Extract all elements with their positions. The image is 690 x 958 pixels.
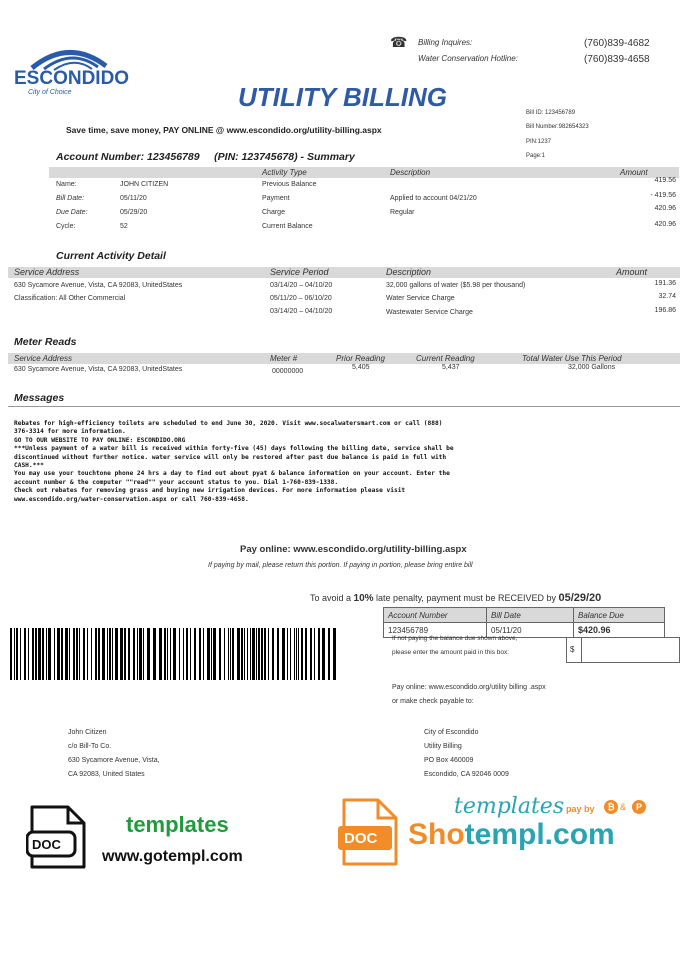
doc-file-icon-orange	[336, 798, 400, 866]
templates-label: templates	[126, 812, 229, 837]
customer-line: CA 92083, United States	[68, 771, 145, 778]
amp-icon: &	[620, 802, 627, 812]
activity-amount-2: 196.86	[654, 307, 676, 314]
messages-divider	[8, 406, 680, 407]
pay-col-billdate: Bill Date	[487, 608, 574, 623]
barcode	[10, 628, 336, 680]
field-billdate-value: 05/11/20	[120, 195, 147, 202]
summary-row-amount-1: - 419.56	[650, 192, 676, 199]
pay-account-value: 123456789	[384, 623, 487, 638]
bitcoin-icon: ₿	[604, 800, 618, 814]
summary-row-desc-2: Regular	[390, 209, 415, 216]
pin: PIN:1237	[526, 139, 552, 145]
message-line: Rebates for high-efficiency toilets are scheduled to end June 30, 2020. Visit www.socalwatersmart.com or call (888)	[14, 420, 443, 427]
meter-prior: 5,405	[352, 364, 370, 371]
meter-col-number: Meter #	[270, 354, 298, 363]
activity-desc-2: Wastewater Service Charge	[386, 309, 473, 316]
message-line: discontinued without further notice. water service will only be restored after past due balance is paid in full with	[14, 453, 447, 461]
penalty-prefix: To avoid a	[310, 593, 354, 603]
remit-line: Escondido, CA 92046 0009	[424, 771, 509, 778]
message-line: You may use your touchtone phone 24 hrs a day to find out about pyat & balance information on your account. Enter the	[14, 470, 450, 478]
meter-number: 00000000	[272, 368, 304, 375]
shotempl-logo	[408, 818, 615, 852]
templates-script: templates	[454, 794, 565, 819]
messages-body	[14, 420, 678, 504]
messages-heading: Messages	[14, 392, 65, 404]
summary-col-amount: Amount	[620, 168, 648, 177]
paypal-icon: P	[632, 800, 646, 814]
message-line: 376-3314 for more information.	[14, 428, 126, 436]
pay-col-account: Account Number	[384, 608, 487, 623]
summary-row-amount-0: 419.56	[654, 177, 676, 184]
meter-address: 630 Sycamore Avenue, Vista, CA 92083, UnitedStates	[14, 366, 183, 373]
message-line: account number & the computer ""read"" your account status to you. Dial 1-760-839-1338.	[14, 478, 339, 486]
activity-desc-1: Water Service Charge	[386, 295, 455, 302]
customer-line: c/o Bill-To Co.	[68, 743, 112, 750]
field-name-value: JOHN CITIZEN	[120, 181, 169, 188]
activity-period-1: 05/11/20 – 06/10/20	[270, 295, 332, 302]
penalty-date: 05/29/20	[558, 592, 602, 604]
current-activity-heading: Current Activity Detail	[56, 250, 166, 262]
penalty-line	[310, 592, 601, 604]
bill-id: Bill ID: 123456789	[526, 110, 576, 116]
pay-billdate-value: 05/11/20	[487, 623, 574, 638]
field-duedate-value: 05/29/20	[120, 209, 148, 216]
summary-row-amount-2: 420.96	[654, 205, 676, 212]
stub-check-payable: or make check payable to:	[392, 698, 474, 705]
remit-line: PO Box 460009	[424, 757, 474, 764]
stub-pay-online: Pay online: www.escondido.org/utility-billing.aspx	[240, 544, 467, 555]
summary-row-desc-1: Applied to account 04/21/20	[390, 195, 477, 202]
doc-label-orange: DOC	[344, 830, 378, 847]
activity-period-0: 03/14/20 – 04/10/20	[270, 282, 333, 289]
remit-address	[424, 726, 509, 782]
message-line: ***Unless payment of a water bill is received within forty-five (45) days following the billing date, service shall be	[14, 445, 454, 453]
shotempl-part-a: Sho	[408, 818, 465, 851]
meter-current: 5,437	[442, 364, 460, 371]
penalty-mid: late penalty, payment must be RECEIVED by	[373, 593, 559, 603]
escondido-logo	[14, 42, 129, 102]
not-paying-line-1: If not paying the balance due shown above,	[392, 635, 518, 642]
activity-amount-0: 191.36	[654, 280, 676, 287]
message-line: www.escondido.org/water-conservation.aspx or call 760-839-4658.	[14, 495, 249, 503]
activity-header-bar	[8, 267, 680, 278]
conservation-label: Water Conservation Hotline:	[418, 54, 518, 63]
summary-row-amount-3: 420.96	[654, 221, 676, 228]
field-cycle-label: Cycle:	[56, 223, 76, 230]
summary-heading: Account Number: 123456789 (PIN: 123745678) - Summary	[56, 151, 355, 163]
message-line: Check out rebates for removing grass and buying new irrigation devices. For more information please visit	[14, 487, 406, 495]
doc-label-black: DOC	[32, 837, 61, 852]
field-billdate-label: Bill Date:	[56, 195, 85, 202]
logo-subtext: City of Choice	[28, 89, 72, 96]
meter-total: 32,000 Gallons	[568, 364, 616, 371]
meter-heading: Meter Reads	[14, 336, 77, 348]
activity-period-2: 03/14/20 – 04/10/20	[270, 308, 333, 315]
meter-col-address: Service Address	[14, 354, 72, 363]
penalty-percent: 10%	[353, 593, 374, 604]
activity-desc-0: 32,000 gallons of water ($5.98 per thousand)	[386, 282, 526, 289]
stub-mail-note: If paying by mail, please return this portion. If paying in portion, please bring entire bill	[208, 562, 473, 569]
tagline: Save time, save money, PAY ONLINE @ www.escondido.org/utility-billing.aspx	[66, 125, 382, 135]
summary-col-activity: Activity Type	[262, 168, 307, 177]
phone-icon: ☎	[390, 34, 408, 50]
activity-address: 630 Sycamore Avenue, Vista, CA 92083, UnitedStates	[14, 282, 183, 289]
meter-col-total: Total Water Use This Period	[522, 354, 622, 363]
conservation-phone: (760)839-4658	[584, 54, 650, 65]
summary-row-type-2: Charge	[262, 209, 285, 216]
activity-col-amount: Amount	[616, 267, 648, 277]
summary-row-type-0: Previous Balance	[262, 181, 317, 188]
amount-paid-box[interactable]	[566, 637, 680, 663]
field-duedate-label: Due Date:	[56, 209, 88, 216]
message-line: GO TO OUR WEBSITE TO PAY ONLINE: ESCONDIDO.ORG	[14, 436, 186, 444]
payment-table	[383, 607, 665, 638]
pay-col-balance: Balance Due	[574, 608, 665, 623]
bill-number: Bill Number:982654323	[526, 124, 589, 130]
summary-row-type-3: Current Balance	[262, 223, 313, 230]
pay-by-label: pay by	[566, 804, 595, 814]
not-paying-line-2: please enter the amount paid in this box:	[392, 649, 510, 656]
billing-phone: (760)839-4682	[584, 38, 650, 49]
remit-line: City of Escondido	[424, 729, 479, 736]
customer-line: John Citizen	[68, 729, 107, 736]
meter-col-current: Current Reading	[416, 354, 475, 363]
summary-header-bar	[49, 167, 679, 178]
billing-inquires-label: Billing Inquires:	[418, 38, 473, 47]
field-name-label: Name:	[56, 181, 77, 188]
amount-dollar-sign: $	[570, 645, 575, 654]
meter-col-prior: Prior Reading	[336, 354, 385, 363]
pay-balance-value: $420.96	[574, 623, 665, 638]
logo-text: ESCONDIDO	[14, 68, 130, 89]
stub-pay-online-2: Pay online: www.escondido.org/utility billing .aspx	[392, 684, 546, 691]
activity-classification: Classification: All Other Commercial	[14, 295, 126, 302]
gotempl-url: www.gotempl.com	[102, 848, 243, 865]
shotempl-part-b: templ.com	[464, 818, 615, 851]
activity-col-period: Service Period	[270, 267, 329, 277]
activity-col-description: Description	[386, 267, 432, 277]
customer-address	[68, 726, 160, 782]
activity-amount-1: 32.74	[658, 293, 676, 300]
page-number: Page:1	[526, 153, 546, 159]
summary-col-description: Description	[390, 168, 431, 177]
doc-file-icon-black	[26, 804, 88, 870]
message-line: CASH.***	[14, 462, 44, 470]
remit-line: Utility Billing	[424, 743, 462, 750]
page-title: UTILITY BILLING	[238, 82, 447, 112]
activity-col-address: Service Address	[14, 267, 80, 277]
field-cycle-value: 52	[120, 223, 128, 230]
customer-line: 630 Sycamore Avenue, Vista,	[68, 757, 160, 764]
summary-row-type-1: Payment	[262, 195, 290, 202]
